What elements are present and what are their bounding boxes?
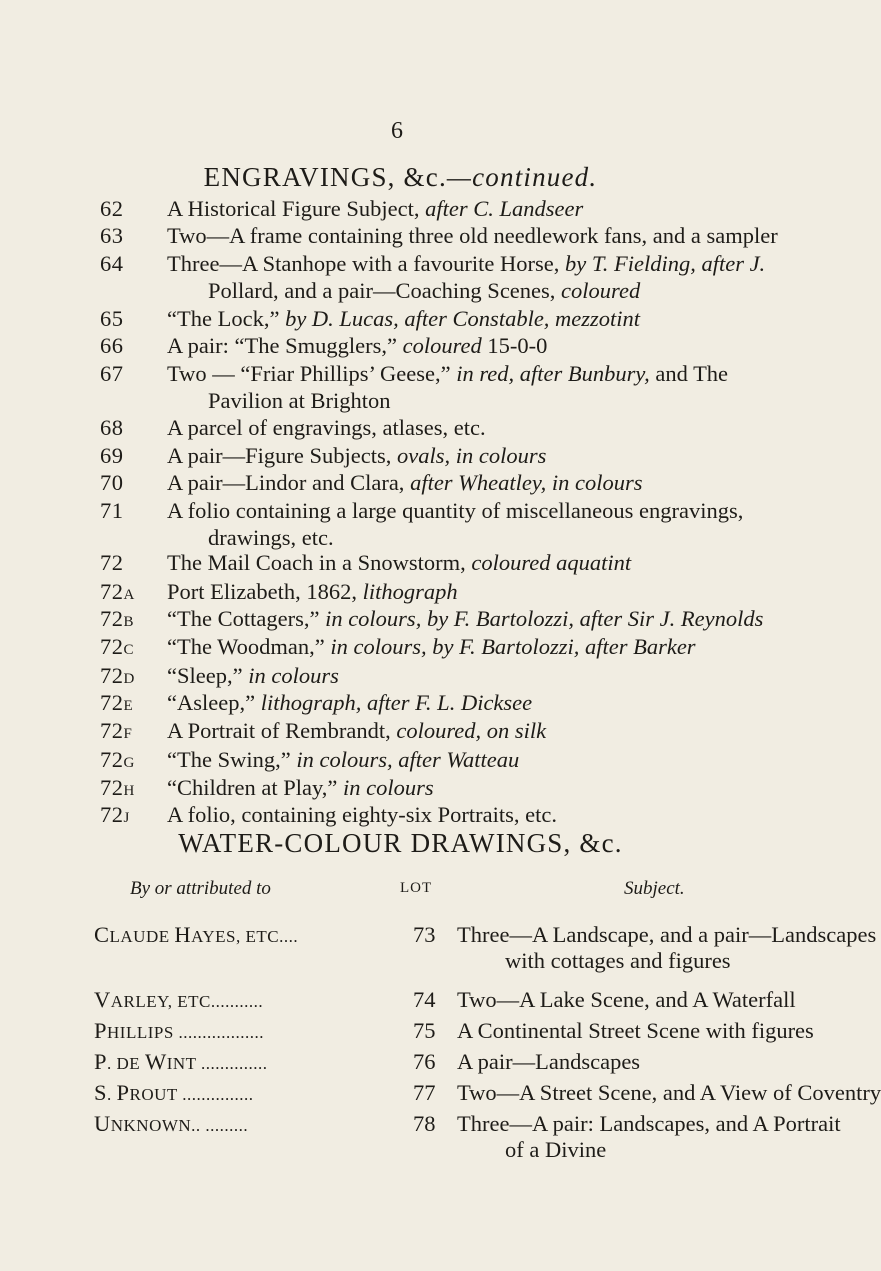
lot-number: 72A (100, 579, 135, 604)
watercolour-subject-continued: with cottages and figures (505, 948, 731, 973)
lot-text: “Sleep,” (167, 663, 249, 688)
lot-number: 69 (100, 443, 124, 468)
lot-text: lithograph, after F. L. Dicksee (260, 690, 533, 715)
lot-number: 72D (100, 663, 135, 688)
artist-name: CLAUDE HAYES, ETC.... (94, 922, 299, 947)
lot-description-continued (208, 524, 334, 551)
lot-description (167, 801, 557, 828)
lot-text: “The Swing,” (167, 747, 297, 772)
lot-number: 72C (100, 634, 135, 659)
watercolour-lot-number: 78 (413, 1111, 436, 1136)
lot-description (167, 222, 778, 249)
lot-number: 72E (100, 690, 134, 715)
lot-text: Port Elizabeth, 1862, (167, 579, 363, 604)
lot-description (167, 469, 643, 496)
artist-name: VARLEY, ETC........... (94, 987, 264, 1012)
lot-number: 71 (100, 498, 124, 523)
lot-description (167, 332, 547, 359)
lot-number: 72F (100, 718, 133, 743)
lot-description (167, 442, 546, 469)
lot-text: coloured, on silk (396, 718, 547, 743)
page-number: 6 (391, 118, 403, 144)
lot-description (167, 662, 339, 689)
lot-text: after C. Landseer (425, 196, 584, 221)
lot-description (167, 746, 519, 773)
lot-description (167, 195, 583, 222)
watercolour-heading: WATER-COLOUR DRAWINGS, &c. (178, 828, 623, 858)
lot-text: “Children at Play,” (167, 775, 343, 800)
lot-text: The Mail Coach in a Snowstorm, (167, 550, 472, 575)
lot-text: after Wheatley, in colours (410, 470, 643, 495)
lot-text: coloured (402, 333, 482, 358)
watercolour-subject: Three—A pair: Landscapes, and A Portrait (457, 1111, 841, 1136)
lot-text: coloured aquatint (471, 550, 632, 575)
watercolour-subject: Three—A Landscape, and a pair—Landscapes (457, 922, 877, 947)
lot-number: 68 (100, 415, 124, 440)
lot-text: A parcel of engravings, atlases, etc. (167, 415, 486, 440)
watercolour-subject: Two—A Lake Scene, and A Waterfall (457, 987, 796, 1012)
lot-description (167, 497, 743, 524)
watercolour-lot-number: 73 (413, 922, 436, 947)
lot-text: and The (649, 361, 729, 386)
lot-number: 72H (100, 775, 135, 800)
continued-label: —continued. (446, 162, 598, 192)
lot-text: “The Cottagers,” (167, 606, 326, 631)
lot-number: 72 (100, 550, 124, 575)
lot-description (167, 250, 765, 277)
lot-text: lithograph (362, 579, 458, 604)
lot-text: A pair—Figure Subjects, (167, 443, 397, 468)
lot-description (167, 578, 458, 605)
column-lot-heading: LOT (400, 880, 433, 896)
watercolour-subject: Two—A Street Scene, and A View of Coventry (457, 1080, 881, 1105)
artist-name: S. PROUT ............... (94, 1080, 254, 1105)
lot-number: 62 (100, 196, 124, 221)
watercolour-subject: A Continental Street Scene with figures (457, 1018, 814, 1043)
lot-number: 70 (100, 470, 124, 495)
watercolour-subject-continued: of a Divine (505, 1137, 607, 1162)
lot-text: A pair—Lindor and Clara, (167, 470, 411, 495)
lot-text: coloured (561, 278, 641, 303)
column-subject-heading: Subject. (624, 878, 685, 899)
lot-number: 72B (100, 606, 135, 631)
artist-name: P. DE WINT .............. (94, 1049, 268, 1074)
engravings-title: ENGRAVINGS, &c. (203, 162, 447, 192)
lot-text: and a pair—Coaching Scenes, (284, 278, 562, 303)
lot-text: in colours, by F. Bartolozzi, after Barker (330, 634, 696, 659)
lot-text: 15-0-0 (481, 333, 548, 358)
lot-description-continued (208, 387, 391, 414)
lot-description (167, 549, 631, 576)
lot-number: 65 (100, 306, 124, 331)
lot-number: 72J (100, 802, 130, 827)
lot-number: 63 (100, 223, 124, 248)
artist-name: UNKNOWN.. ......... (94, 1111, 249, 1136)
lot-number: 67 (100, 361, 124, 386)
lot-number: 72G (100, 747, 135, 772)
lot-description (167, 689, 532, 716)
lot-text: Two — “Friar Phillips’ Geese,” (167, 361, 457, 386)
lot-text: Three—A Stanhope with a favourite Horse, (167, 251, 566, 276)
lot-description (167, 774, 434, 801)
lot-description (167, 633, 696, 660)
lot-text: by T. Fielding, after J. (565, 251, 766, 276)
watercolour-subject: A pair—Landscapes (457, 1049, 641, 1074)
watercolour-lot-number: 76 (413, 1049, 436, 1074)
lot-text: Pollard, (208, 278, 285, 303)
lot-text: in red, after Bunbury, (456, 361, 650, 386)
lot-text: drawings, etc. (208, 525, 334, 550)
lot-text: A Portrait of Rembrandt, (167, 718, 397, 743)
lot-text: A folio containing a large quantity of miscellaneous engravings, (167, 498, 744, 523)
lot-text: in colours, after Watteau (296, 747, 520, 772)
lot-text: Pavilion at Brighton (208, 388, 391, 413)
lot-text: by D. Lucas, after Constable, mezzotint (285, 306, 641, 331)
watercolour-lot-number: 77 (413, 1080, 436, 1105)
lot-number: 64 (100, 251, 124, 276)
lot-number: 66 (100, 333, 124, 358)
artist-name: PHILLIPS .................. (94, 1018, 265, 1043)
lot-text: “Asleep,” (167, 690, 261, 715)
lot-description (167, 360, 728, 387)
column-artist-heading: By or attributed to (130, 878, 271, 899)
lot-text: A folio, containing eighty-six Portraits, etc. (167, 802, 557, 827)
lot-text: A Historical Figure Subject, (167, 196, 426, 221)
lot-text: “The Lock,” (167, 306, 286, 331)
lot-description (167, 717, 546, 744)
watercolour-lot-number: 74 (413, 987, 436, 1012)
lot-text: in colours, by F. Bartolozzi, after Sir J. Reynolds (325, 606, 764, 631)
watercolour-lot-number: 75 (413, 1018, 436, 1043)
engravings-heading (0, 162, 801, 193)
lot-text: “The Woodman,” (167, 634, 331, 659)
lot-description (167, 414, 486, 441)
lot-description-continued (208, 277, 640, 304)
lot-text: in colours (248, 663, 339, 688)
lot-description (167, 305, 640, 332)
lot-text: in colours (343, 775, 434, 800)
lot-description (167, 605, 763, 632)
lot-text: ovals, in colours (396, 443, 547, 468)
lot-text: A pair: “The Smugglers,” (167, 333, 403, 358)
lot-text: Two—A frame containing three old needlework fans, and a sampler (167, 223, 778, 248)
